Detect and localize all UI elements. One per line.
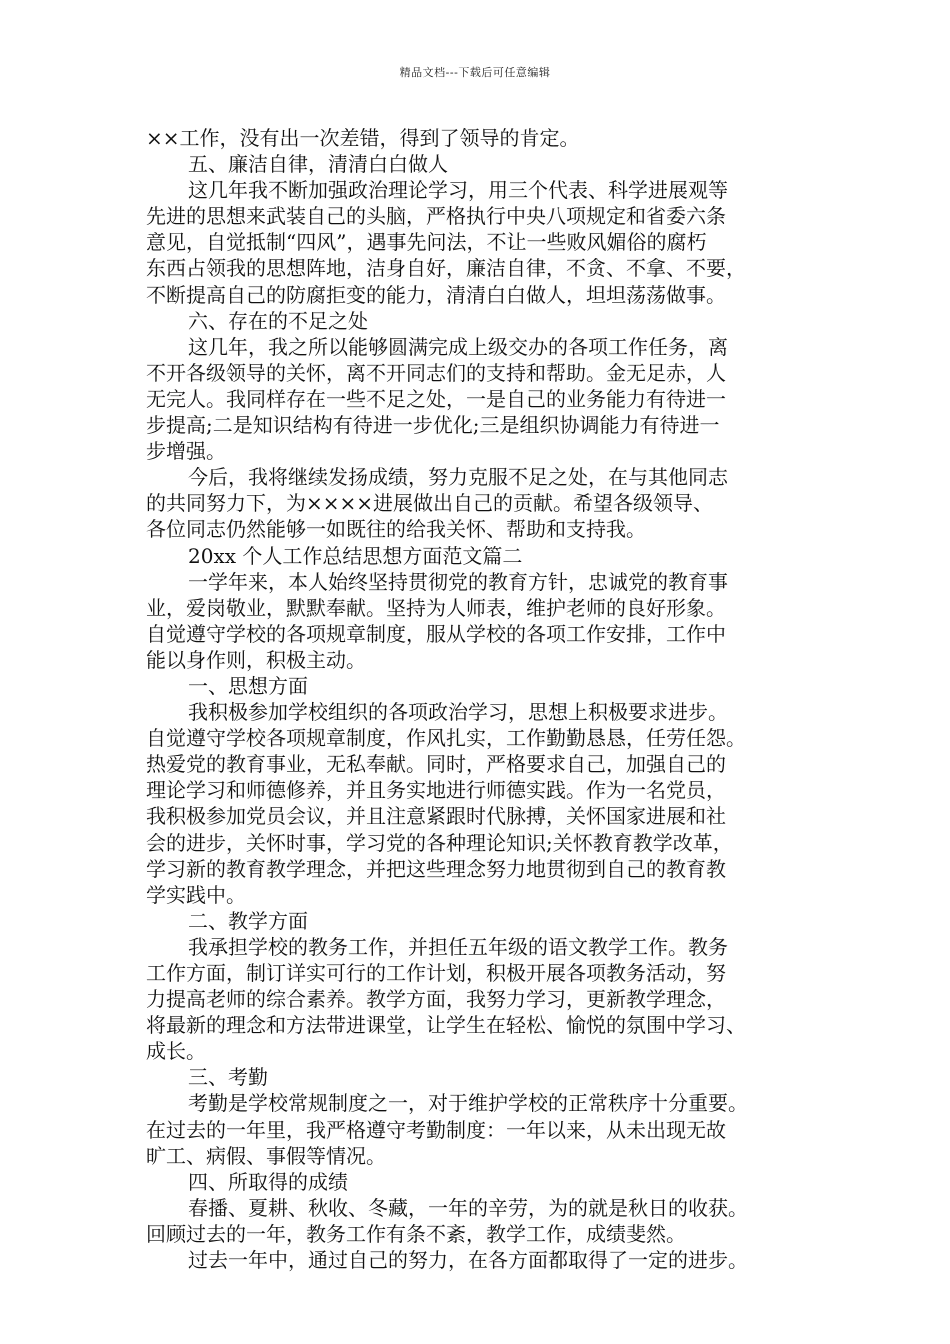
section-heading: 三、考勤 [188,1065,268,1090]
text-line: 春播、夏耕、秋收、冬藏，一年的辛劳，为的就是秋日的收获。 [188,1195,748,1220]
text-line: 能以身作则，积极主动。 [146,647,366,672]
text-line: ××工作，没有出一次差错，得到了领导的肯定。 [146,126,580,150]
text-line: 步提高;二是知识结构有待进一步优化;三是组织协调能力有待进一 [146,413,720,438]
text-line: 不开各级领导的关怀，离不开同志们的支持和帮助。金无足赤，人 [146,360,726,385]
text-line: 无完人。我同样存在一些不足之处，一是自己的业务能力有待进一 [146,386,726,411]
text-line: 旷工、病假、事假等情况。 [146,1143,386,1168]
text-line: 不断提高自己的防腐拒变的能力，清清白白做人，坦坦荡荡做事。 [146,282,726,307]
text-line: 业，爱岗敬业，默默奉献。坚持为人师表，维护老师的良好形象。 [146,595,726,620]
text-line: 热爱党的教育事业，无私奉献。同时，严格要求自己，加强自己的 [146,752,726,777]
text-line: 会的进步，关怀时事，学习党的各种理论知识;关怀教育教学改革， [146,830,733,855]
text-line: 成长。 [146,1039,206,1064]
text-line: 将最新的理念和方法带进课堂，让学生在轻松、愉悦的氛围中学习、 [146,1013,746,1038]
text-line: 步增强。 [146,439,226,464]
section-heading: 五、廉洁自律，清清白白做人 [188,152,448,177]
section-heading: 一、思想方面 [188,673,308,698]
text-line: 学习新的教育教学理念，并把这些理念努力地贯彻到自己的教育教 [146,856,726,881]
text-line: 工作方面，制订详实可行的工作计划，积极开展各项教务活动，努 [146,961,726,985]
text-line: 回顾过去的一年，教务工作有条不紊，教学工作，成绩斐然。 [146,1221,686,1246]
text-line: 过去一年中，通过自己的努力，在各方面都取得了一定的进步。 [188,1248,748,1273]
text-line: 各位同志仍然能够一如既往的给我关怀、帮助和支持我。 [146,517,646,542]
text-line: 我承担学校的教务工作，并担任五年级的语文教学工作。教务 [188,934,728,959]
text-line: 这几年，我之所以能够圆满完成上级交办的各项工作任务，离 [188,334,728,359]
text-line: 意见，自觉抵制“四风”，遇事先问法，不让一些败风媚俗的腐朽 [146,230,707,255]
text-line: 这几年我不断加强政治理论学习，用三个代表、科学进展观等 [188,178,728,203]
text-line: 先进的思想来武装自己的头脑，严格执行中央八项规定和省委六条 [146,204,726,229]
text-line: 自觉遵守学校的各项规章制度，服从学校的各项工作安排，工作中 [146,621,726,646]
page-header: 精品文档---下载后可任意编辑 [399,66,551,79]
text-line: 我积极参加党员会议，并且注意紧跟时代脉搏，关怀国家进展和社 [146,804,726,829]
text-line: 力提高老师的综合素养。教学方面，我努力学习，更新教学理念， [146,987,726,1012]
document-body [146,125,818,1273]
text-line: 的共同努力下，为××××进展做出自己的贡献。希望各级领导、 [146,491,714,516]
text-line: 自觉遵守学校各项规章制度，作风扎实，工作勤勤恳恳，任劳任怨。 [146,726,746,751]
text-line: 一学年来，本人始终坚持贯彻党的教育方针，忠诚党的教育事 [188,569,728,594]
text-line: 东西占领我的思想阵地，洁身自好，廉洁自律，不贪、不拿、不要， [146,256,746,281]
text-line: 我积极参加学校组织的各项政治学习，思想上积极要求进步。 [188,700,728,725]
text-line: 在过去的一年里，我严格遵守考勤制度：一年以来，从未出现无故 [146,1117,726,1142]
text-line: 今后，我将继续发扬成绩，努力克服不足之处，在与其他同志 [188,465,728,490]
text-line: 学实践中。 [146,882,246,907]
text-line: 理论学习和师德修养，并且务实地进行师德实践。作为一名党员， [146,778,726,803]
section-heading: 二、教学方面 [188,908,308,933]
text-line: 考勤是学校常规制度之一，对于维护学校的正常秩序十分重要。 [188,1091,748,1116]
section-heading: 四、所取得的成绩 [188,1169,348,1194]
section-heading: 六、存在的不足之处 [188,308,368,333]
article-title: 20xx 个人工作总结思想方面范文篇二 [188,543,523,568]
